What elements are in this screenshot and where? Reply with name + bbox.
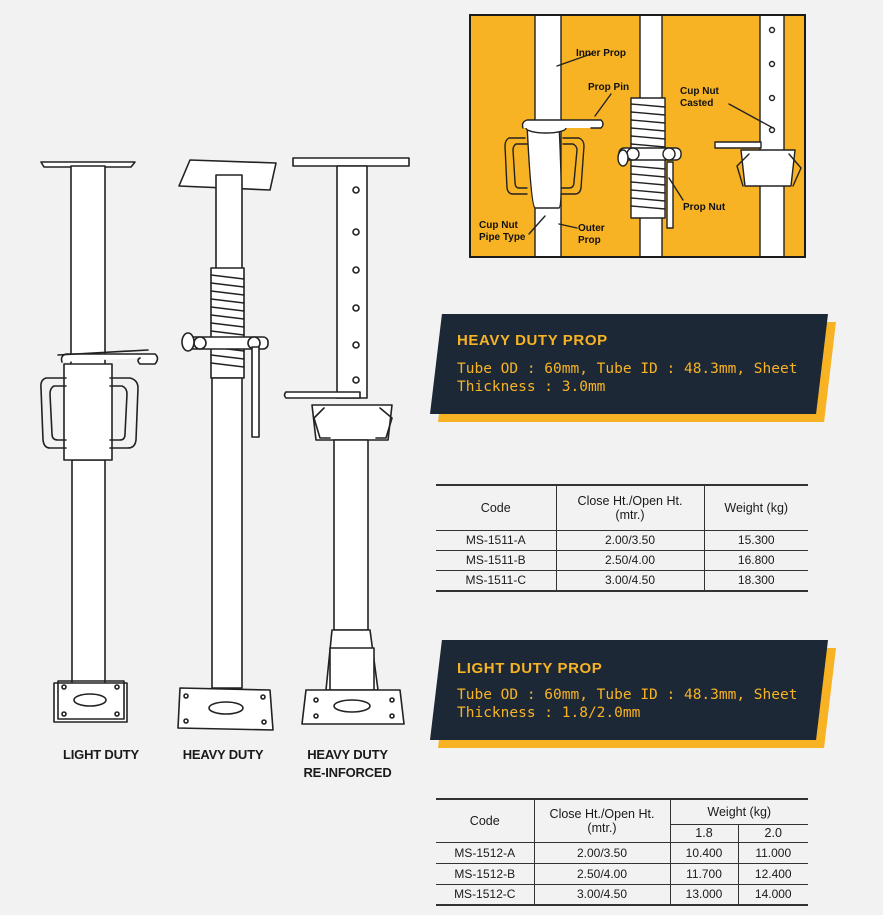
heavy-duty-spec bbox=[457, 360, 817, 396]
heavy-duty-prop-drawing bbox=[178, 160, 276, 730]
callout-inner-prop: Inner Prop bbox=[576, 48, 627, 59]
code-cell: MS-1512-C bbox=[436, 884, 534, 905]
table-row bbox=[436, 842, 808, 863]
weight-cell: 11.700 bbox=[670, 863, 738, 884]
label-heavy-duty: HEAVY DUTY bbox=[182, 747, 264, 762]
code-cell: MS-1511-B bbox=[436, 550, 556, 570]
light-duty-banner bbox=[430, 640, 828, 746]
light-duty-spec-line2: Thickness : 1.8/2.0mm bbox=[457, 705, 641, 721]
heavy-duty-banner bbox=[430, 314, 828, 420]
height-cell: 3.00/4.50 bbox=[534, 884, 670, 905]
code-cell: MS-1511-A bbox=[436, 530, 556, 550]
table-row bbox=[436, 530, 808, 550]
weight-cell: 14.000 bbox=[754, 887, 792, 902]
label-heavy-duty-reinforced-line2: RE-INFORCED bbox=[303, 765, 392, 780]
height-cell: 2.50/4.00 bbox=[534, 863, 670, 884]
heavy-duty-spec-line1: Tube OD : 60mm, Tube ID : 48.3mm, Sheet bbox=[457, 361, 798, 377]
code-cell: MS-1512-B bbox=[436, 863, 534, 884]
heavy-col-code: Code bbox=[436, 485, 556, 530]
height-cell: 2.50/4.00 bbox=[556, 550, 704, 570]
light-duty-table bbox=[436, 798, 808, 906]
heavy-col-height-line2: (mtr.) bbox=[615, 507, 645, 522]
heavy-col-height-line1: Close Ht./Open Ht. bbox=[577, 493, 683, 508]
weight-cell: 12.400 bbox=[754, 866, 792, 881]
callout-prop-nut: Prop Nut bbox=[683, 202, 726, 213]
light-duty-prop-drawing bbox=[41, 162, 158, 722]
light-col-height-line2: (mtr.) bbox=[587, 820, 617, 835]
weight-cell: 16.800 bbox=[737, 553, 775, 567]
table-row bbox=[436, 884, 808, 905]
callout-cup-nut-pipe-type bbox=[479, 220, 526, 244]
label-light-duty: LIGHT DUTY bbox=[63, 747, 139, 762]
weight-cell: 11.000 bbox=[755, 845, 792, 860]
heavy-duty-title: HEAVY DUTY PROP bbox=[457, 332, 608, 349]
height-cell: 2.00/3.50 bbox=[534, 842, 670, 863]
heavy-duty-spec-line2: Thickness : 3.0mm bbox=[457, 379, 606, 395]
light-duty-title: LIGHT DUTY PROP bbox=[457, 660, 603, 677]
height-cell: 3.00/4.50 bbox=[556, 570, 704, 591]
light-duty-spec bbox=[457, 686, 817, 722]
callout-outer-prop-line1: Outer bbox=[578, 223, 605, 234]
light-col-weight-2-0: 2.0 bbox=[738, 824, 808, 842]
callout-cup-nut-pipe-line1: Cup Nut bbox=[479, 220, 518, 231]
callout-cup-nut-casted-line2: Casted bbox=[680, 98, 714, 109]
light-duty-spec-line1: Tube OD : 60mm, Tube ID : 48.3mm, Sheet bbox=[457, 687, 798, 703]
weight-cell: 18.300 bbox=[737, 573, 775, 588]
component-detail-panel bbox=[469, 14, 806, 258]
callout-prop-pin: Prop Pin bbox=[588, 82, 630, 93]
light-col-code: Code bbox=[436, 799, 534, 842]
table-row bbox=[436, 570, 808, 591]
code-cell: MS-1511-C bbox=[436, 570, 556, 591]
heavy-col-weight: Weight (kg) bbox=[724, 500, 789, 515]
label-heavy-duty-reinforced-line1: HEAVY DUTY bbox=[307, 747, 388, 762]
light-col-weight: Weight (kg) bbox=[707, 804, 772, 819]
table-row bbox=[436, 863, 808, 884]
height-cell: 2.00/3.50 bbox=[556, 530, 704, 550]
heavy-col-height bbox=[556, 485, 704, 530]
light-col-height bbox=[534, 799, 670, 842]
heavy-duty-reinforced-prop-drawing bbox=[285, 158, 410, 724]
label-heavy-duty-reinforced bbox=[290, 746, 405, 782]
callout-outer-prop bbox=[578, 223, 605, 247]
weight-cell: 15.300 bbox=[737, 533, 775, 547]
light-col-weight-1-8: 1.8 bbox=[670, 824, 738, 842]
table-row bbox=[436, 550, 808, 570]
callout-cup-nut-pipe-line2: Pipe Type bbox=[479, 232, 526, 243]
weight-cell: 13.000 bbox=[670, 884, 738, 905]
code-cell: MS-1512-A bbox=[436, 842, 534, 863]
callout-cup-nut-casted bbox=[680, 86, 719, 110]
weight-cell: 10.400 bbox=[670, 842, 738, 863]
light-col-height-line1: Close Ht./Open Ht. bbox=[549, 806, 655, 821]
callout-cup-nut-casted-line1: Cup Nut bbox=[680, 86, 719, 97]
props-illustration bbox=[0, 0, 430, 740]
callout-outer-prop-line2: Prop bbox=[578, 235, 601, 246]
heavy-duty-table bbox=[436, 484, 808, 592]
